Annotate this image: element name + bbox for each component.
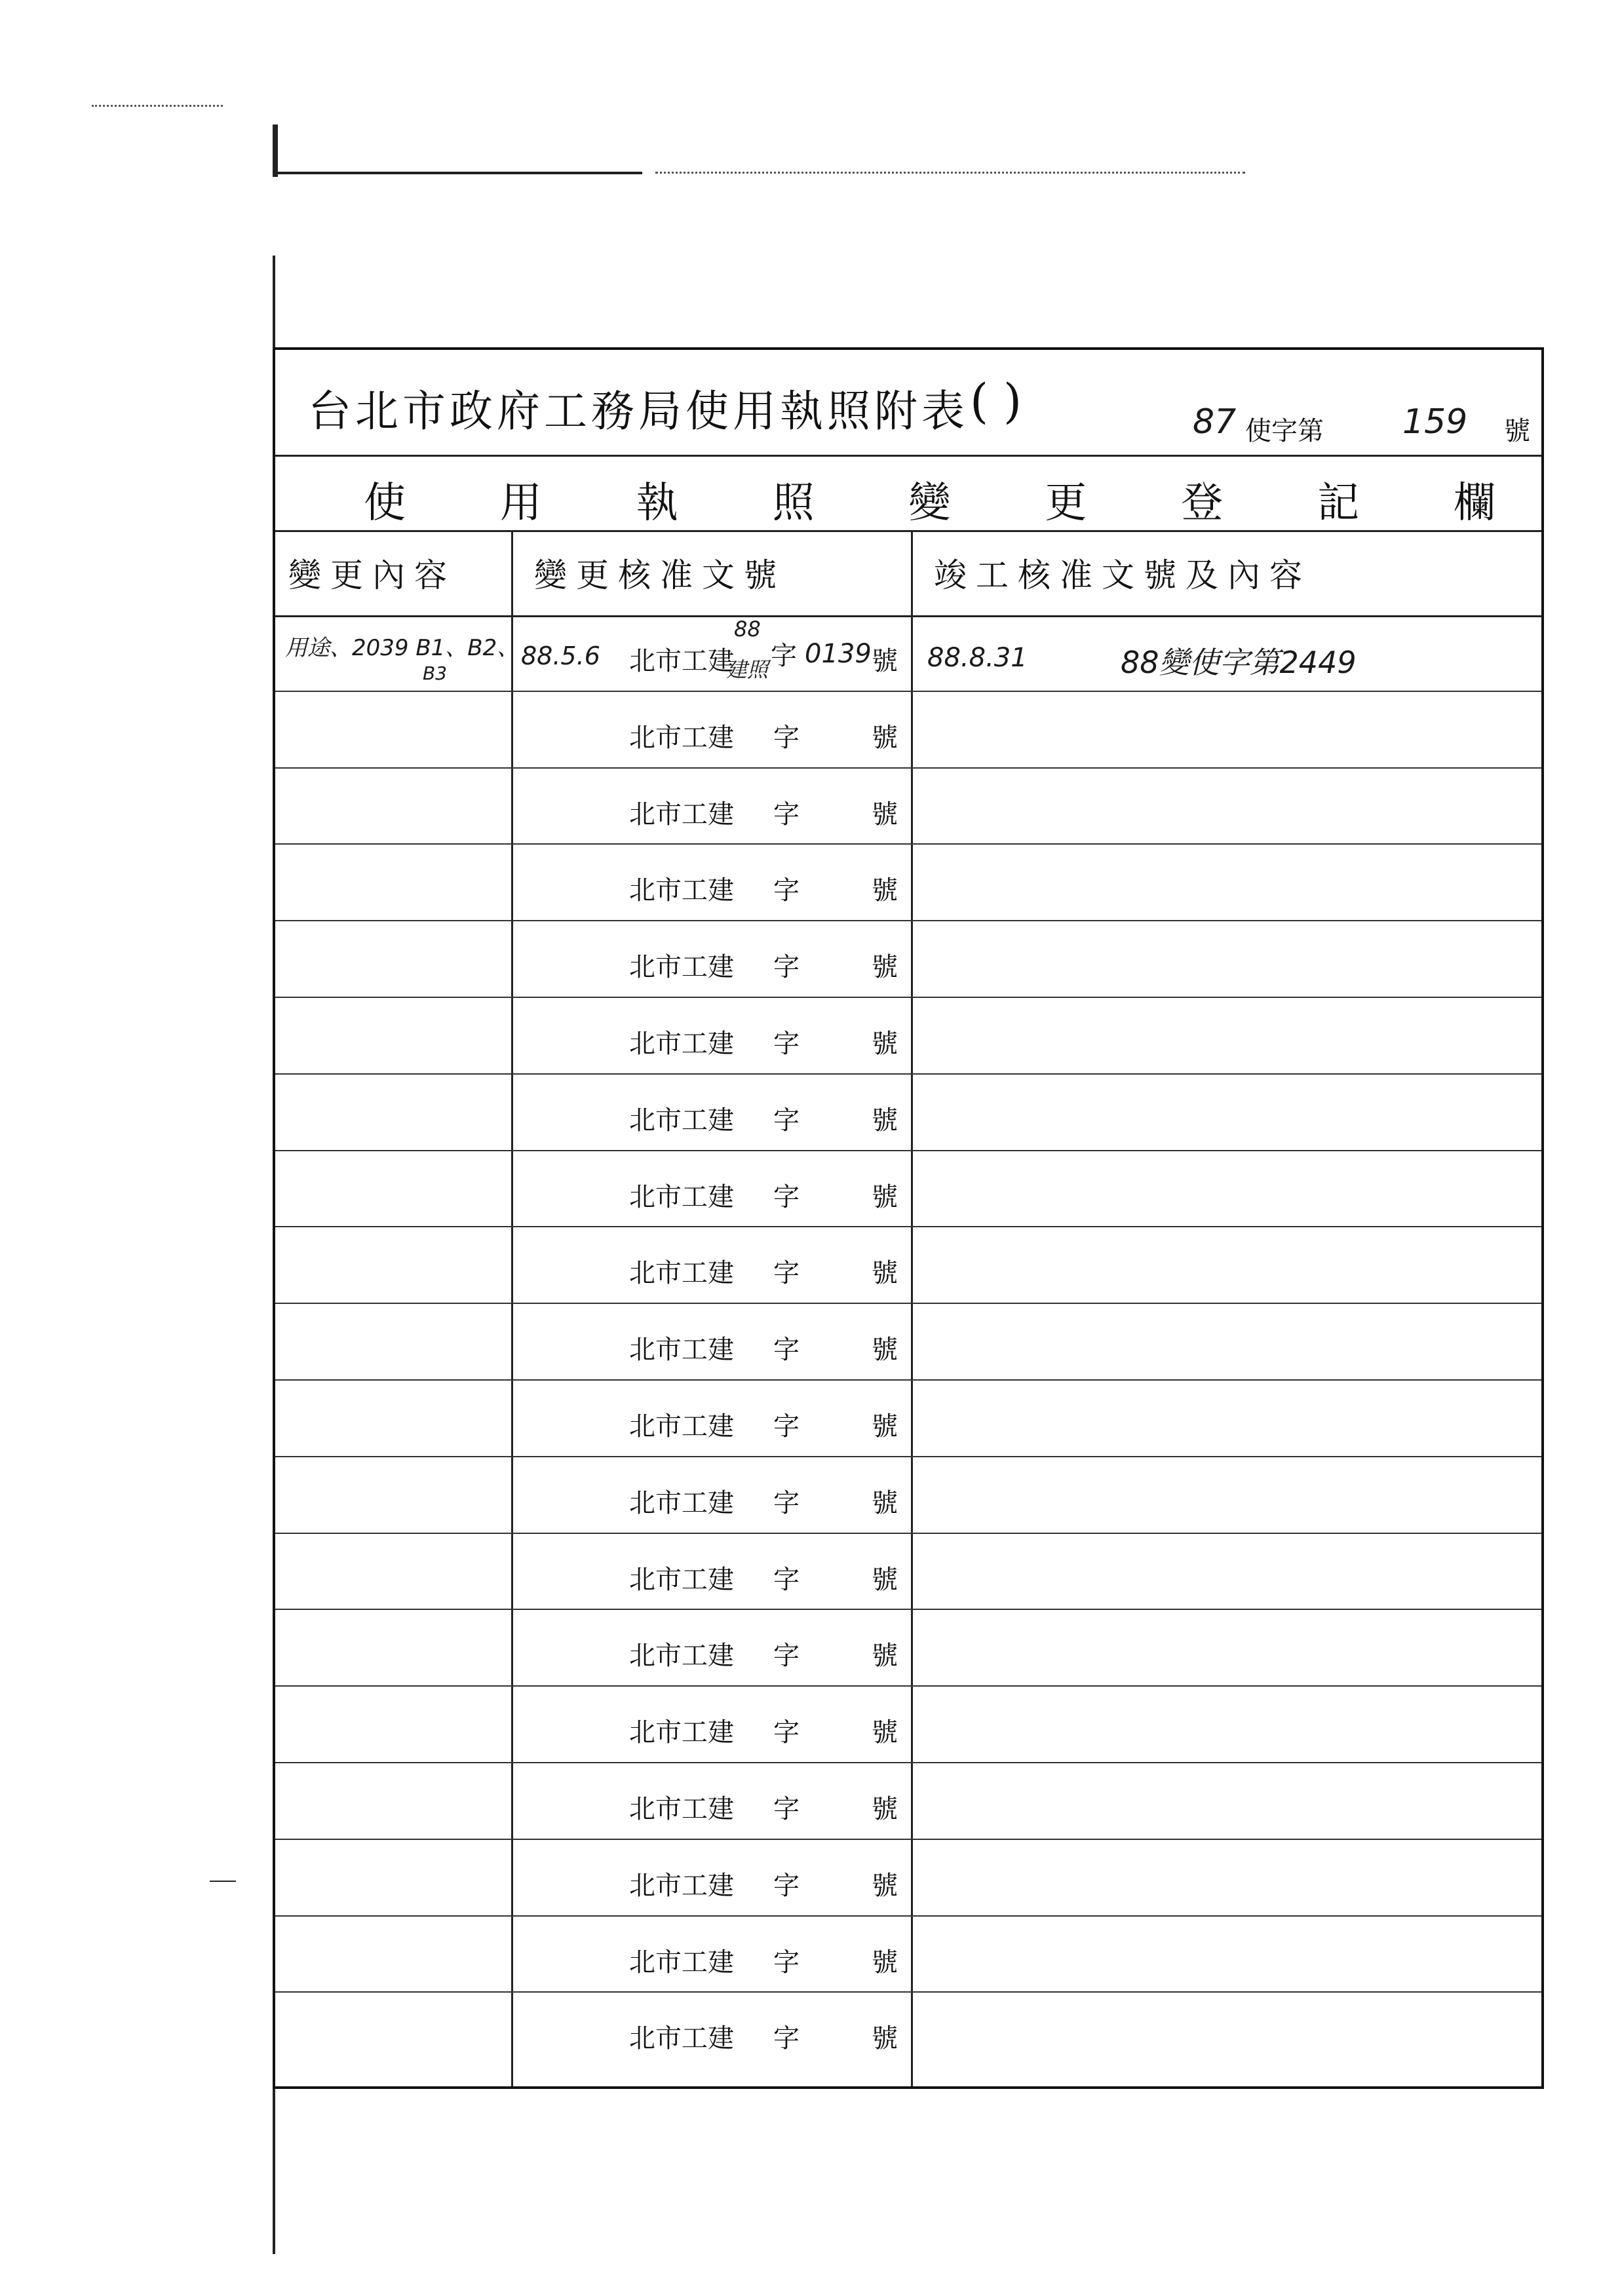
approval-middle: 字	[773, 1181, 800, 1212]
table-row	[275, 1075, 1541, 1151]
form-title: 台北市政府工務局使用執照附表	[308, 386, 969, 436]
approval-prefix: 北市工建	[629, 1870, 734, 1901]
approval-suffix: 號	[872, 2023, 898, 2054]
approval-middle: 字	[773, 799, 800, 830]
approval-cell	[537, 1151, 917, 1227]
approval-suffix: 號	[872, 1028, 898, 1059]
table-row	[275, 769, 1541, 845]
approval-suffix: 號	[872, 646, 898, 676]
completion-text: 88變使字第2449	[1121, 645, 1357, 680]
approval-cell	[537, 1840, 917, 1915]
approval-cell	[537, 1381, 917, 1456]
section-char: 用	[499, 479, 542, 527]
approval-middle: 字	[773, 1105, 800, 1136]
approval-middle: 字	[773, 1870, 800, 1901]
approval-cell	[537, 998, 917, 1073]
approval-cell	[537, 921, 917, 997]
approval-prefix: 北市工建	[629, 1411, 734, 1442]
approval-cell	[537, 1610, 917, 1685]
approval-suffix: 號	[872, 799, 898, 830]
approval-middle: 字	[773, 1335, 800, 1366]
approval-year-note: 88	[734, 617, 761, 641]
table-row	[275, 1534, 1541, 1611]
table-row	[275, 921, 1541, 998]
permit-reference	[1193, 402, 1533, 455]
table-row	[275, 1917, 1541, 1993]
table-row	[275, 1151, 1541, 1228]
table-row	[275, 1687, 1541, 1763]
approval-cell	[537, 769, 917, 844]
approval-cell	[537, 1763, 917, 1839]
approval-prefix: 北市工建	[629, 1258, 734, 1289]
approval-prefix: 北市工建	[629, 1181, 734, 1212]
approval-middle: 字	[773, 1641, 800, 1672]
approval-cell	[537, 1993, 917, 2069]
approval-cell	[537, 1227, 917, 1303]
approval-cell	[537, 1534, 917, 1609]
registration-rows	[275, 615, 1541, 2089]
permit-suffix: 號	[1504, 416, 1530, 446]
approval-middle: 字	[773, 1564, 800, 1595]
approval-suffix: 號	[872, 1717, 898, 1748]
approval-middle: 字	[773, 1258, 800, 1289]
table-row	[275, 998, 1541, 1075]
approval-middle: 字	[773, 952, 800, 983]
approval-middle: 字	[773, 875, 800, 906]
approval-middle: 字	[773, 1411, 800, 1442]
approval-suffix: 號	[872, 722, 898, 753]
column-header-approval: 變更核准文號	[534, 556, 786, 594]
approval-middle: 字	[773, 1487, 800, 1518]
approval-cell	[537, 845, 917, 920]
permit-year: 87	[1193, 402, 1237, 442]
approval-middle: 字	[773, 722, 800, 753]
use-permit-attachment-form	[273, 347, 1544, 2089]
approval-prefix: 北市工建	[629, 1793, 734, 1824]
approval-cell	[537, 1457, 917, 1533]
approval-suffix: 號	[872, 952, 898, 983]
approval-prefix: 北市工建	[629, 1335, 734, 1366]
approval-prefix: 北市工建	[629, 1028, 734, 1059]
form-title-parentheses: ( )	[970, 373, 1022, 429]
approval-cell	[537, 1304, 917, 1379]
table-row	[275, 1381, 1541, 1457]
approval-suffix: 號	[872, 1181, 898, 1212]
approval-suffix: 號	[872, 1641, 898, 1672]
approval-suffix: 號	[872, 1258, 898, 1289]
approval-suffix: 號	[872, 1870, 898, 1901]
approval-suffix: 號	[872, 1411, 898, 1442]
table-row	[275, 1993, 1541, 2069]
approval-prefix: 北市工建	[629, 952, 734, 983]
section-char: 記	[1317, 479, 1360, 527]
table-row	[275, 1610, 1541, 1687]
form-title-row	[275, 350, 1541, 457]
column-header-completion: 竣工核准文號及內容	[934, 556, 1311, 594]
approval-suffix: 號	[872, 1335, 898, 1366]
permit-number: 159	[1402, 402, 1468, 442]
approval-cell	[537, 1075, 917, 1150]
section-char: 執	[636, 479, 678, 527]
approval-suffix: 號	[872, 1487, 898, 1518]
table-row	[275, 692, 1541, 769]
section-header-row	[275, 455, 1541, 532]
table-row	[275, 1840, 1541, 1917]
approval-suffix: 號	[872, 875, 898, 906]
section-title	[364, 469, 1495, 529]
approval-suffix: 號	[872, 1564, 898, 1595]
scan-artifact	[92, 105, 223, 107]
scan-artifact	[273, 124, 278, 177]
approval-prefix: 北市工建	[629, 1641, 734, 1672]
approval-number: 0139	[805, 639, 872, 669]
approval-prefix: 北市工建	[629, 1564, 734, 1595]
scan-artifact	[275, 172, 642, 174]
table-row	[275, 845, 1541, 921]
approval-prefix: 北市工建	[629, 2023, 734, 2054]
scan-artifact	[655, 172, 1245, 174]
section-char: 更	[1045, 479, 1087, 527]
column-header-row	[275, 530, 1541, 617]
section-char: 照	[772, 479, 815, 527]
approval-suffix: 號	[872, 1793, 898, 1824]
table-row	[275, 1763, 1541, 1840]
approval-date: 88.5.6	[521, 641, 600, 670]
section-char: 欄	[1454, 479, 1495, 527]
approval-prefix: 北市工建	[629, 1717, 734, 1748]
permit-label: 使字第	[1245, 416, 1324, 446]
table-row	[275, 1304, 1541, 1381]
approval-middle: 字	[773, 1717, 800, 1748]
approval-middle: 字	[773, 1947, 800, 1978]
approval-office: 建照	[726, 657, 769, 682]
section-char: 使	[364, 479, 406, 527]
column-header-change: 變更內容	[288, 556, 456, 594]
change-content-line2: B3	[423, 662, 448, 684]
approval-prefix: 北市工建	[629, 1487, 734, 1518]
approval-cell	[537, 1687, 917, 1762]
scan-artifact	[210, 1881, 236, 1882]
table-row	[275, 1457, 1541, 1534]
approval-suffix: 號	[872, 1105, 898, 1136]
completion-date: 88.8.31	[927, 643, 1028, 673]
approval-suffix: 號	[872, 1947, 898, 1978]
approval-prefix: 北市工建	[629, 799, 734, 830]
table-row	[275, 1227, 1541, 1304]
approval-prefix: 北市工建	[629, 1947, 734, 1978]
approval-cell	[537, 692, 917, 767]
approval-prefix: 北市工建	[629, 646, 734, 676]
approval-middle: 字	[773, 1028, 800, 1059]
approval-cell	[537, 1917, 917, 1992]
section-char: 變	[908, 479, 951, 527]
approval-middle: 字	[773, 2023, 800, 2054]
approval-prefix: 北市工建	[629, 875, 734, 906]
approval-middle: 字	[771, 641, 797, 671]
section-char: 登	[1181, 479, 1224, 527]
approval-middle: 字	[773, 1793, 800, 1824]
approval-prefix: 北市工建	[629, 1105, 734, 1136]
change-content-line1: 用途、2039 B1、B2、	[285, 635, 520, 661]
approval-prefix: 北市工建	[629, 722, 734, 753]
table-row	[275, 615, 1541, 692]
